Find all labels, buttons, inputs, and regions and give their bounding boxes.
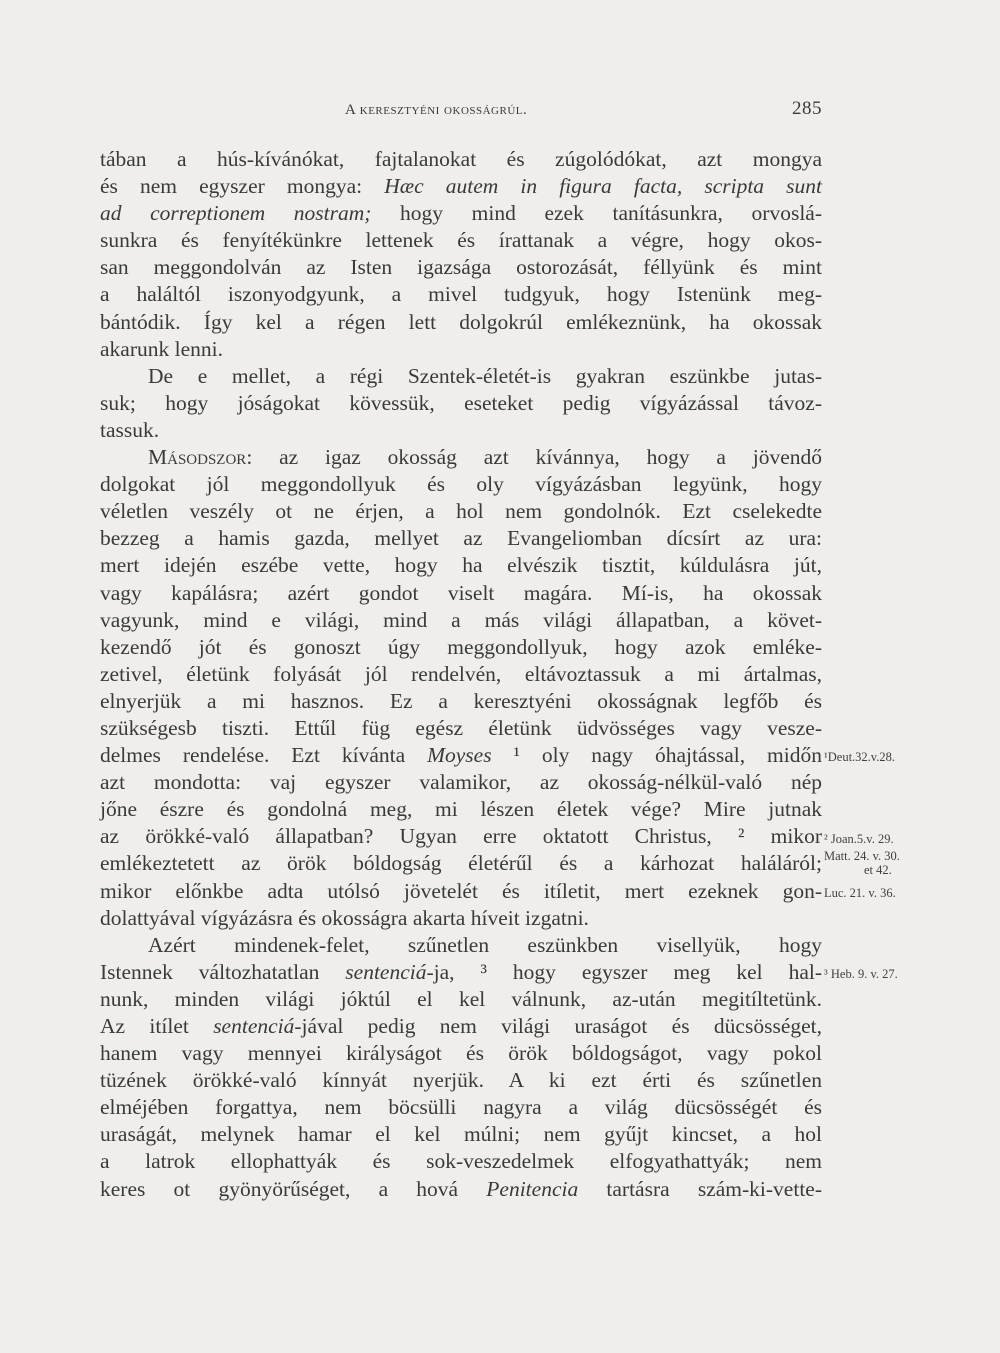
line-segment: suk; hogy jóságokat kövessük, eseteket pedig vígyázással távoz- bbox=[100, 390, 822, 415]
text-line bbox=[100, 634, 822, 661]
italic-phrase: sentenciá bbox=[345, 959, 427, 984]
line-segment: De e mellet, a régi Szentek-életét-is gyakran eszünkbe jutas- bbox=[148, 363, 822, 388]
line-segment: vagy kapálásra; azért gondot viselt magára. Mí-is, ha okossak bbox=[100, 580, 822, 605]
text-line bbox=[100, 254, 822, 281]
text-line bbox=[100, 688, 822, 715]
line-segment: szükségesb tiszti. Ettűl füg egész életünk üdvösséges vagy vesze- bbox=[100, 715, 822, 740]
line-segment: nunk, minden világi jóktúl el kel válnunk, az-után megitíltetünk. bbox=[100, 986, 822, 1011]
line-segment: elnyerjük a mi hasznos. Ez a keresztyéni okosságnak legfőb és bbox=[100, 688, 822, 713]
line-segment: : az igaz okosság azt kívánnya, hogy a jövendő bbox=[246, 445, 822, 470]
margin-reference bbox=[824, 849, 934, 877]
line-segment: -jával pedig nem világi uraságot és dücsösséget, bbox=[294, 1014, 822, 1038]
margin-reference-text: Matt. 24. v. 30. bbox=[824, 848, 900, 863]
line-segment: tában a hús-kívánókat, fajtalanokat és zúgolódókat, azt mongya bbox=[100, 147, 822, 171]
text-line bbox=[100, 878, 822, 905]
text-line bbox=[100, 607, 822, 634]
line-segment: elméjében forgattya, nem böcsülli nagyra a világ dücsösségét és bbox=[100, 1095, 822, 1120]
text-line bbox=[100, 336, 822, 363]
margin-reference bbox=[824, 967, 934, 981]
text-line bbox=[100, 986, 822, 1013]
italic-phrase: Moyses bbox=[427, 743, 492, 768]
running-title: A keresztyéni okosságrúl. bbox=[345, 102, 528, 118]
margin-reference-text: ¹Deut.32.v.28. bbox=[824, 750, 895, 765]
line-segment: zetivel, életünk folyását jól rendelvén, eltávoztassuk a mi ártalmas, bbox=[100, 661, 822, 686]
text-line bbox=[100, 1040, 822, 1067]
line-segment: hogy mind ezek tanításunkra, orvoslá- bbox=[371, 201, 822, 226]
text-line bbox=[100, 1176, 822, 1203]
text-line bbox=[100, 173, 822, 200]
text-line bbox=[100, 715, 822, 742]
text-line bbox=[100, 390, 822, 417]
text-line bbox=[100, 959, 822, 986]
line-segment: mikor előnkbe adta utólsó jövetelét és itíletit, mert ezeknek gon- bbox=[100, 878, 822, 903]
text-line bbox=[100, 823, 822, 850]
text-line bbox=[100, 363, 822, 390]
text-line bbox=[100, 227, 822, 254]
line-segment: jőne észre és gondolná meg, mi lészen életek vége? Mire jutnak bbox=[100, 797, 822, 822]
text-line bbox=[100, 1067, 822, 1094]
small-caps-word: Másodszor bbox=[148, 445, 247, 470]
text-line bbox=[100, 417, 822, 444]
margin-reference bbox=[824, 886, 934, 900]
text-line bbox=[100, 1013, 822, 1040]
line-segment: hanem vagy mennyei királyságot és örök bóldogságot, vagy pokol bbox=[100, 1041, 822, 1066]
italic-phrase: Hæc autem in figura facta, scripta sunt bbox=[384, 174, 823, 199]
text-line bbox=[100, 444, 822, 471]
page-number: 285 bbox=[792, 98, 822, 119]
text-line bbox=[100, 661, 822, 688]
text-line bbox=[100, 769, 822, 796]
line-segment: a latrok ellophattyák és sok-veszedelmek elfogyathattyák; nem bbox=[100, 1149, 822, 1174]
line-segment: sunkra és fenyítékünkre lettenek és írattanak a végre, hogy okos- bbox=[100, 228, 822, 253]
text-line bbox=[100, 281, 822, 308]
margin-reference bbox=[824, 832, 934, 846]
text-line bbox=[100, 932, 822, 959]
margin-reference-sub: et 42. bbox=[864, 862, 892, 877]
text-line bbox=[100, 850, 822, 877]
text-line bbox=[100, 905, 822, 932]
body-text bbox=[100, 146, 822, 1203]
margin-reference-text: ² Joan.5.v. 29. bbox=[824, 831, 894, 846]
line-segment: dolattyával vígyázásra és okosságra akarta híveit izgatni. bbox=[100, 905, 589, 930]
running-header bbox=[100, 98, 822, 124]
line-segment: tartásra szám-ki-vette- bbox=[578, 1176, 822, 1201]
margin-reference-text: Luc. 21. v. 36. bbox=[824, 885, 896, 900]
text-line bbox=[100, 525, 822, 552]
line-segment: bezzeg a hamis gazda, mellyet az Evangeliomban dícsírt az ura: bbox=[100, 526, 822, 551]
text-line bbox=[100, 1148, 822, 1175]
line-segment: akarunk lenni. bbox=[100, 336, 223, 361]
margin-reference bbox=[824, 750, 934, 764]
line-segment: véletlen veszély ot ne érjen, a hol nem gondolnók. Ezt cselekedte bbox=[100, 499, 822, 524]
line-segment: és nem egyszer mongya: bbox=[100, 174, 385, 199]
line-segment: dolgokat jól meggondollyuk és oly vígyázásban legyünk, hogy bbox=[100, 472, 822, 497]
line-segment: tüzének örökké-való kínnyát nyerjük. A ki ezt érti és szűnetlen bbox=[100, 1068, 822, 1093]
text-line bbox=[100, 200, 822, 227]
line-segment: Azért mindenek-felet, szűnetlen eszünkben visellyük, hogy bbox=[148, 932, 822, 957]
text-line bbox=[100, 742, 822, 769]
line-segment: tassuk. bbox=[100, 417, 160, 442]
line-segment: az örökké-való állapatban? Ugyan erre oktatott Christus, ² mikor bbox=[100, 824, 822, 849]
line-segment: Istennek változhatatlan bbox=[100, 959, 346, 984]
line-segment: bántódik. Így kel a régen lett dolgokrúl emlékeznünk, ha okossak bbox=[100, 309, 822, 334]
text-line bbox=[100, 309, 822, 336]
text-line bbox=[100, 796, 822, 823]
line-segment: san meggondolván az Isten igazsága ostorozását, féllyünk és mint bbox=[100, 255, 822, 280]
line-segment: Az itílet bbox=[100, 1014, 214, 1038]
text-line bbox=[100, 146, 822, 173]
text-line bbox=[100, 471, 822, 498]
italic-phrase: ad correptionem nostram; bbox=[100, 201, 372, 226]
text-line bbox=[100, 580, 822, 607]
text-line bbox=[100, 498, 822, 525]
italic-phrase: Penitencia bbox=[486, 1176, 579, 1201]
line-segment: uraságát, melynek hamar el kel múlni; nem gyűjt kincset, a hol bbox=[100, 1122, 822, 1147]
line-segment: ¹ oly nagy óhajtással, midőn bbox=[491, 743, 822, 768]
line-segment: delmes rendelése. Ezt kívánta bbox=[100, 743, 428, 768]
italic-phrase: sentenciá bbox=[213, 1014, 295, 1038]
line-segment: vagyunk, mind e világi, mind a más világi állapatban, a követ- bbox=[100, 607, 822, 632]
line-segment: mert idején eszébe vette, hogy ha elvészik tisztit, kúldulásra jút, bbox=[100, 553, 822, 578]
text-line bbox=[100, 1121, 822, 1148]
text-line bbox=[100, 1094, 822, 1121]
text-line bbox=[100, 552, 822, 579]
line-segment: keres ot gyönyörűséget, a hová bbox=[100, 1176, 487, 1201]
margin-reference-text: ³ Heb. 9. v. 27. bbox=[824, 967, 898, 981]
line-segment: kezendő jót és gonoszt úgy meggondollyuk, hogy azok emléke- bbox=[100, 634, 822, 659]
line-segment: a haláltól iszonyodgyunk, a mivel tudgyuk, hogy Istenünk meg- bbox=[100, 282, 822, 307]
line-segment: -ja, ³ hogy egyszer meg kel hal- bbox=[426, 959, 822, 984]
line-segment: azt mondotta: vaj egyszer valamikor, az okosság-nélkül-való nép bbox=[100, 770, 822, 795]
line-segment: emlékeztetett az örök bóldogság életérűl és a kárhozat haláláról; bbox=[100, 851, 822, 876]
